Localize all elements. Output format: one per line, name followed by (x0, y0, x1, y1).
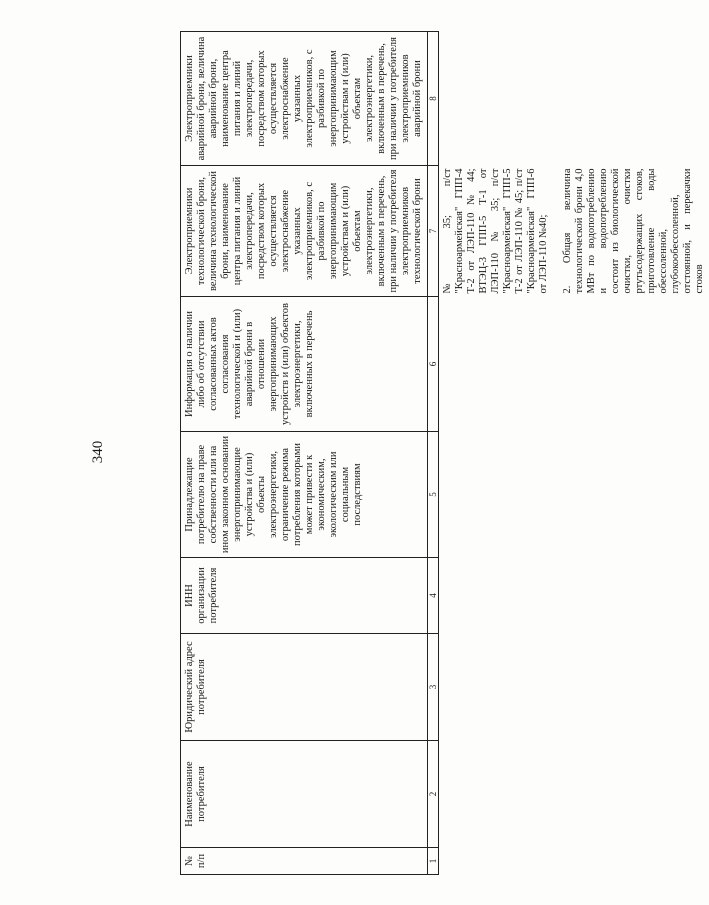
table-body-row (439, 32, 709, 875)
table-header-row (181, 32, 428, 875)
column-number: 5 (428, 432, 439, 558)
body-cell-tech-reserve (439, 166, 709, 297)
tech-reserve-total: 2. Общая величина технологической брони 4,0 МВт по водопотреблению и водопотреблению состоит из биологической очистки, очистки ртутьсодержащих стоков, приготовление воды обессоленной, глубокообессоленной, отстоянной, и перекачки стоков (562, 168, 705, 294)
column-number: 1 (428, 848, 439, 875)
reserve-table (180, 31, 709, 875)
header-cell: Электроприемники технологической брони, величина технологической брони, наименование центра питания и линий электропередачи, посредством которых осуществляется электроснабжение указанных электроприемников, с разбивкой по энергопринимающим устройствам и (или) объектам электроэнергетики, включенным в перечень, при наличии у потребителя электроприемников технологической брони (181, 166, 428, 297)
column-number-row (428, 32, 439, 875)
body-cell-empty (439, 432, 709, 558)
header-cell: ИНН организации потребителя (181, 558, 428, 634)
column-number: 2 (428, 741, 439, 848)
rotated-table-content (180, 32, 705, 875)
column-number: 6 (428, 297, 439, 432)
column-number: 4 (428, 558, 439, 634)
body-cell-empty (439, 32, 709, 166)
header-cell: Наименование потребителя (181, 741, 428, 848)
header-cell: Информация о наличии либо об отсутствии согласованных актов согласования технологической и (или) аварийной брони в отношении энергопринимающих устройств и (или) объектов электроэнергетики, включенных в перечень (181, 297, 428, 432)
column-number: 3 (428, 634, 439, 741)
page-number: 340 (90, 440, 106, 464)
header-cell: Электроприемники аварийной брони, величина аварийной брони, наименование центра питания и линий электропередачи, посредством которых осуществляется электроснабжение указанных электроприемников, с разбивкой по энергопринимающим устройствам и (или) объектам электроэнергетики, включенным в перечень, при наличии у потребителя электроприемников аварийной брони (181, 32, 428, 166)
body-cell-empty (439, 558, 709, 634)
header-cell: Принадлежащие потребителю на праве собственности или на ином законном основании энергопринимающие устройства и (или) объекты электроэнергетики, ограничение режима потребления которыми может привести к экономическим, экологическим или социальным последствиям (181, 432, 428, 558)
column-number: 7 (428, 166, 439, 297)
body-cell-empty (439, 634, 709, 741)
header-cell: № п/п (181, 848, 428, 875)
header-cell: Юридический адрес потребителя (181, 634, 428, 741)
column-number: 8 (428, 32, 439, 166)
body-cell-empty (439, 297, 709, 432)
body-cell-empty (439, 848, 709, 875)
tech-reserve-supply-lines: № 35; п/ст "Красноармейская" ГПП-4 Т-2 от ЛЭП-110 № 44; ВТЭЦ-3 ГПП-5 Т-1 от ЛЭП-110 № 35; п/ст "Красноармейская" ГПП-5 Т-2 от ЛЭП-110 № 45; п/ст "Красноармейская" ГПП-6 от ЛЭП-110 №40; (442, 168, 549, 294)
body-cell-empty (439, 741, 709, 848)
